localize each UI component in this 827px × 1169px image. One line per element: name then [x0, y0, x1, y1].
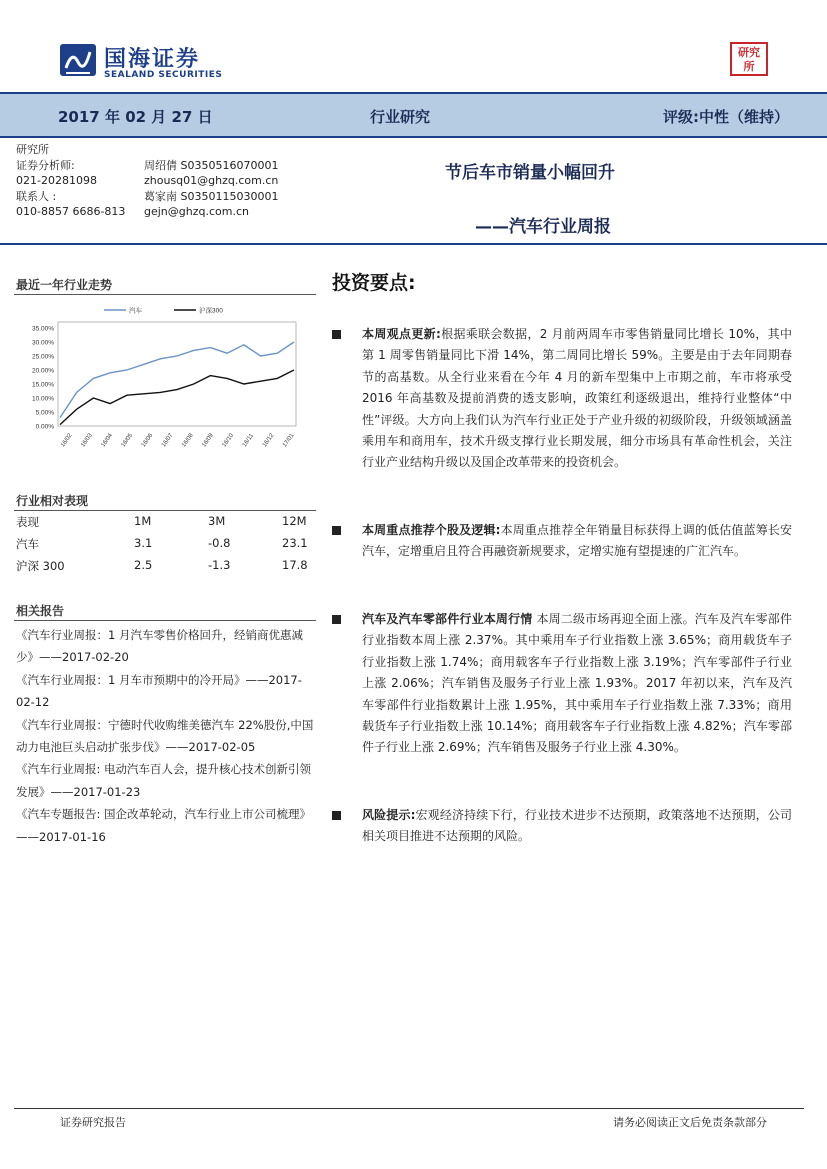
- x-tick-label: 16/05: [120, 432, 135, 449]
- industry-trend-chart: [14, 300, 314, 450]
- bullet-square-icon: [332, 526, 341, 535]
- table-cell: 沪深 300: [16, 559, 65, 573]
- bullet-text: [362, 324, 792, 474]
- y-tick-label: 35.00%: [31, 325, 54, 333]
- x-tick-label: 16/11: [241, 432, 256, 449]
- section-divider: [14, 510, 316, 511]
- x-tick-label: 16/06: [140, 432, 155, 449]
- table-row: [16, 558, 316, 580]
- perf-section-title: 行业相对表现: [16, 494, 89, 508]
- analyst-right: 葛家南 S0350115030001: [144, 189, 279, 203]
- x-tick-label: 16/09: [201, 432, 215, 449]
- table-header: 表现: [16, 515, 39, 529]
- performance-table: [16, 514, 316, 580]
- legend-label: 汽车: [129, 307, 142, 315]
- section-divider: [14, 294, 316, 295]
- y-tick-label: 25.00%: [31, 353, 54, 361]
- analyst-right: 周绍倩 S0350516070001: [144, 158, 279, 172]
- analyst-left: 研究所: [16, 143, 49, 156]
- table-cell: 17.8: [282, 558, 308, 572]
- brand-name-cn: 国海证券: [104, 47, 201, 72]
- x-tick-label: 16/04: [100, 432, 114, 449]
- analyst-row: [16, 204, 316, 220]
- bullet-market-review: [332, 609, 792, 759]
- analyst-row: [16, 142, 316, 158]
- bullet-body: 宏观经济持续下行，行业技术进步不达预期，政策落地不达预期，公司相关项目推进不达预期的风险。: [362, 808, 792, 844]
- x-tick-label: 17/01: [282, 432, 296, 449]
- report-link[interactable]: 《汽车行业周报：1 月汽车零售价格回升，经销商优惠减少》——2017-02-20: [16, 628, 303, 665]
- report-link[interactable]: 《汽车行业周报：宁德时代收购维美德汽车 22%股份,中国动力电池巨头启动扩张步伐》——2017-02-05: [16, 717, 314, 755]
- report-subtitle: ——汽车行业周报: [475, 217, 611, 237]
- header-bar: [0, 92, 827, 138]
- report-link[interactable]: 《汽车专题报告: 国企改革轮动，汽车行业上市公司梳理》——2017-01-16: [16, 807, 312, 844]
- report-date: 2017 年 02 月 27 日: [58, 108, 213, 126]
- table-cell: 23.1: [282, 536, 308, 550]
- x-tick-label: 16/02: [60, 432, 74, 449]
- footer-left: 证券研究报告: [60, 1116, 126, 1129]
- bullet-body: 根据乘联会数据，2 月前两周车市零售销量同比增长 10%，其中第 1 周零售销量同比下滑 14%，第二周同比增长 59%。主要是由于去年同期春节的高基数。从全行业来看在今年 4 月的新车型集中上市期之前，车市将承受 2016 年高基数及提前消费的透支影响，政策红利逐级退出，维持行业整体“中性”评级。大方向上我们认为汽车行业正处于产业升级的初级阶段，升级领域涵盖乘用车和商用车，技术升级支撑行业长期发展，细分市场具有革命性机会，关注行业产业结构升级以及国企改革带来的投资机会。: [362, 327, 792, 470]
- analyst-left: 联系人 :: [16, 189, 57, 203]
- legend-label: 沪深300: [199, 307, 223, 315]
- x-tick-label: 16/08: [181, 432, 195, 449]
- table-header-row: [16, 514, 316, 536]
- x-tick-label: 16/03: [80, 432, 94, 449]
- section-divider: [14, 620, 316, 621]
- table-cell: -0.8: [208, 536, 231, 550]
- analyst-block: [16, 142, 316, 220]
- bullet-square-icon: [332, 615, 341, 624]
- bullet-text: [362, 805, 792, 848]
- table-cell: -1.3: [208, 558, 231, 572]
- series-line-auto: [60, 342, 294, 418]
- bullet-square-icon: [332, 330, 341, 339]
- analyst-left: 010-8857 6686-813: [16, 205, 126, 218]
- bullet-square-icon: [332, 811, 341, 820]
- table-header: 1M: [134, 514, 152, 528]
- y-tick-label: 15.00%: [31, 381, 54, 389]
- bullet-body: 本周二级市场再迎全面上涨。汽车及汽车零部件行业指数本周上涨 2.37%。其中乘用车子行业指数上涨 3.65%；商用载货车子行业指数上涨 1.74%；商用载客车子行业指数上涨 3.19%；汽车零部件子行业上涨 2.06%；汽车销售及服务子行业上涨 1.93%。2017 年初以来，汽车及汽车零部件行业指数累计上涨 1.95%，其中乘用车子行业指数上涨 7.33%；商用载货车子行业指数上涨 10.14%；商用载客车子行业指数上涨 4.82%；汽车零部件子行业上涨 2.69%；汽车销售及服务子行业上涨 4.30%。: [362, 612, 792, 755]
- table-cell: 汽车: [16, 537, 39, 551]
- bullet-heading: 本周重点推荐个股及逻辑:: [362, 523, 501, 537]
- report-link[interactable]: 《汽车行业周报: 电动汽车百人会，提升核心技术创新引领发展》——2017-01-23: [16, 762, 312, 799]
- research-stamp: 研究 所: [730, 42, 768, 76]
- sealand-logo-icon: [58, 40, 98, 80]
- table-header: 3M: [208, 514, 226, 528]
- analyst-email[interactable]: gejn@ghzq.com.cn: [144, 205, 249, 218]
- table-cell: 2.5: [134, 558, 153, 572]
- bullet-body: 本周重点推荐全年销量目标获得上调的低估值蓝筹长安汽车，定增重启且符合再融资新规要求，定增实施有望提速的广汇汽车。: [362, 523, 792, 559]
- report-link[interactable]: 《汽车行业周报：1 月车市预期中的冷开局》——2017-02-12: [16, 672, 302, 710]
- bullet-view-update: [332, 324, 792, 474]
- y-tick-label: 30.00%: [31, 339, 54, 347]
- investment-highlights-title: 投资要点:: [332, 272, 416, 294]
- analyst-row: [16, 173, 316, 189]
- report-rating: 评级:中性（维持）: [663, 108, 789, 126]
- bullet-risk: [332, 805, 792, 848]
- analyst-left: 021-20281098: [16, 174, 97, 187]
- plot-frame: [58, 322, 296, 426]
- x-tick-label: 16/10: [221, 432, 236, 449]
- related-reports-list: [16, 624, 316, 848]
- y-tick-label: 5.00%: [35, 409, 54, 417]
- bullet-heading: 汽车及汽车零部件行业本周行情: [362, 612, 533, 626]
- bullet-text: [362, 609, 792, 759]
- footer-disclaimer: 请务必阅读正文后免责条款部分: [613, 1116, 767, 1129]
- report-title: 节后车市销量小幅回升: [445, 163, 615, 183]
- bullet-heading: 风险提示:: [362, 808, 416, 822]
- y-tick-label: 20.00%: [31, 367, 54, 375]
- table-header: 12M: [282, 514, 307, 528]
- trend-section-title: 最近一年行业走势: [16, 278, 113, 292]
- table-row: [16, 536, 316, 558]
- header-divider: [0, 243, 827, 245]
- table-cell: 3.1: [134, 536, 153, 550]
- analyst-left: 证券分析师:: [16, 158, 75, 172]
- x-tick-label: 16/12: [261, 432, 276, 449]
- bullet-stock-picks: [332, 520, 792, 563]
- analyst-email[interactable]: zhousq01@ghzq.com.cn: [144, 174, 279, 187]
- analyst-row: [16, 189, 316, 205]
- x-tick-label: 16/07: [160, 432, 175, 449]
- y-tick-label: 10.00%: [31, 395, 54, 403]
- bullet-heading: 本周观点更新:: [362, 327, 441, 341]
- footer-divider: [14, 1108, 804, 1109]
- y-tick-label: 0.00%: [35, 423, 54, 431]
- brand-logo: [58, 40, 298, 84]
- report-type: 行业研究: [370, 108, 431, 126]
- reports-section-title: 相关报告: [16, 604, 65, 618]
- brand-name-en: SEALAND SECURITIES: [104, 70, 223, 80]
- analyst-row: [16, 158, 316, 174]
- bullet-text: [362, 520, 792, 563]
